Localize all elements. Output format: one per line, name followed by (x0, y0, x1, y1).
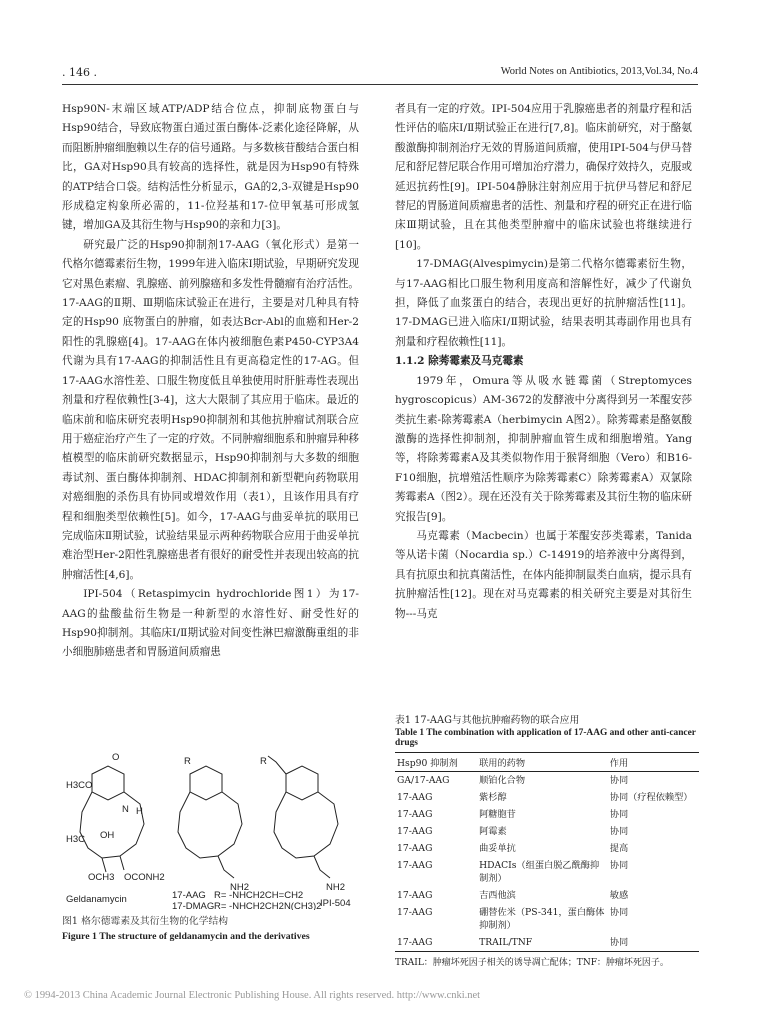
table-row (395, 840, 699, 857)
copyright-footer: © 1994-2013 China Academic Journal Electronic Publishing House. All rights reserved. http://www.cnki.net (24, 990, 481, 1001)
table-row (395, 887, 699, 904)
paragraph: 研究最广泛的Hsp90抑制剂17-AAG（氧化形式）是第一代格尔德霉素衍生物，1999年进入临床I期试验，早期研究发现它对黑色素瘤、乳腺癌、前列腺癌和多发性骨髓瘤有治疗活性。17-AAG的Ⅱ期、Ⅲ期临床试验正在进行，主要是对几种具有特定的Hsp90 底物蛋白的肿瘤，如表达Bcr-Abl的血癌和Her-2阳性的乳腺癌[4]。17-AAG在体内被细胞色素P450-CYP3A4代谢为具有17-AAG的抑制活性且有更高稳定性的17-AG。但17-AAG水溶性差、口服生物度低且单独使用时肝脏毒性表现出剂量和疗程依赖性[3-4]，这大大限制了其应用于临床。最近的临床前和临床研究表明Hsp90抑制剂和其他抗肿瘤试剂联合应用于癌症治疗产生了一定的疗效。不同肿瘤细胞系和肿瘤异种移植模型的临床前研究数据显示，Hsp90抑制剂与大多数的细胞毒试剂、蛋白酶体抑制剂、HDAC抑制剂和新型靶向药物联用对癌细胞的杀伤具有协同或增效作用（表1），且该作用具有疗程和细胞类型依赖性[5]。如今，17-AAG与曲妥单抗的联用已完成临床Ⅱ期试验，试验结果显示两种药物联合应用于曲妥单抗难治型Her-2阳性乳腺癌患者有很好的耐受性并表现出较高的抗肿瘤活性[4,6]。 (62, 238, 359, 581)
right-column (395, 100, 692, 624)
column-header: 联用的药物 (477, 753, 608, 772)
ansa-bridge (178, 792, 242, 858)
table-cell: 吉西他滨 (479, 890, 516, 901)
paragraph: IPI-504（Retaspimycin hydrochloride图1）为17-AAG的盐酸盐衍生物是一种新型的水溶性好、耐受性好的Hsp90抑制剂。其临床Ⅰ/Ⅱ期试验对间变性淋巴瘤激酶重组的非小细胞肺癌患者和胃肠道间质瘤患 (62, 588, 359, 659)
quinone-ring (92, 766, 124, 800)
label-r: R (184, 756, 191, 767)
label-oh: OH (100, 830, 115, 841)
table-cell: HDACIs（组蛋白脱乙酰酶抑制剂） (479, 860, 600, 884)
column-header: 作用 (608, 753, 699, 772)
label-geldanamycin: Geldanamycin (66, 894, 127, 905)
paragraph: 者具有一定的疗效。IPI-504应用于乳腺癌患者的剂量疗程和活性评估的临床Ⅰ/Ⅱ期试验正在进行[7,8]。临床前研究，对于酪氨酸激酶抑制剂治疗无效的胃肠道间质瘤，使用IPI-504与伊马替尼和舒尼替尼联合作用可增加治疗潜力，确保疗效持久，克服或延迟抗药性[9]。IPI-504静脉注射剂应用于抗伊马替尼和舒尼替尼的胃肠道间质瘤患者的活性、剂量和疗程的研究正在进行临床Ⅲ期试验，且在其他类型肿瘤中的临床试验也将继续进行[10]。 (395, 103, 692, 251)
table-row (395, 772, 699, 790)
table-cell: 17-AAG (397, 890, 433, 901)
quinone-ring (190, 766, 222, 800)
table-cell: 阿霉素 (479, 826, 507, 837)
table-caption-en: Table 1 The combination with application of 17-AAG and other anti-cancer drugs (395, 728, 696, 748)
table-cell: 17-AAG (397, 843, 433, 854)
label-nh2: NH2 (326, 882, 346, 893)
label-oconh2: OCONH2 (124, 872, 165, 883)
left-column (62, 100, 359, 663)
table-cell: 顺铂化合物 (479, 775, 526, 786)
label-h3co: H3CO (66, 780, 93, 791)
table-cell: GA/17-AAG (397, 775, 450, 786)
label-r: R (260, 756, 267, 767)
table-cell: 17-AAG (397, 809, 433, 820)
journal-header: World Notes on Antibiotics, 2013,Vol.34, No.4 (500, 66, 698, 77)
label-17-aag: 17-AAG (172, 890, 206, 901)
paragraph: Hsp90N-末端区域ATP/ADP结合位点，抑制底物蛋白与Hsp90结合，导致底物蛋白通过蛋白酶体-泛素化途径降解，从而阻断肿瘤细胞赖以生存的信号通路。与多数核苷酸结合蛋白相比，GA对Hsp90具有较高的选择性，就是因为Hsp90有特殊的ATP结合口袋。结构活性分析显示，GA的2,3-双键是Hsp90形成稳定构象所必需的，11-位羟基和17-位甲氧基可形成氢键，增加GA及其衍生物与Hsp90的亲和力[3]。 (62, 103, 359, 232)
table-caption-cn: 表1 17-AAG与其他抗肿瘤药物的联合应用 (395, 715, 580, 726)
table-cell: 敏感 (609, 890, 629, 901)
label-17-dmag: 17-DMAG (172, 901, 215, 910)
table-cell: TRAIL/TNF (477, 934, 608, 952)
label-17-aag-r: R= -NHCH2CH=CH2 (214, 890, 304, 901)
label-och3: OCH3 (88, 872, 115, 883)
table-cell: 提高 (609, 843, 629, 854)
ansa-bridge (80, 792, 144, 858)
figure-caption-cn: 图1 格尔德霉素及其衍生物的化学结构 (62, 916, 229, 927)
table-cell: 硼替佐米（PS-341，蛋白酶体抑制剂） (479, 907, 605, 931)
table-cell: 17-AAG (397, 826, 433, 837)
table-cell: 协同 (609, 775, 629, 786)
hydroquinone-ring (286, 766, 318, 800)
table-cell: 阿糖胞苷 (479, 809, 516, 820)
table-row (395, 934, 699, 952)
label-o: O (112, 752, 120, 763)
table-cell: 协同 (609, 809, 629, 820)
ansa-bridge (274, 792, 338, 858)
table-cell: 17-AAG (397, 860, 433, 871)
figure-1 (62, 752, 362, 952)
label-ipi-504: IPI-504 (320, 898, 351, 909)
table-cell: 协同 (609, 907, 629, 918)
table-row (395, 806, 699, 823)
paragraph: 马克霉素（Macbecin）也属于苯醌安莎类霉素，Tanida等从诺卡菌（Nocardia sp.）C-14919的培养液中分离得到，具有抗原虫和抗真菌活性，在体内能抑制鼠类白血病，提示具有抗肿瘤活性[12]。现在对马克霉素的相关研究主要是对其衍生物---马克 (395, 529, 692, 620)
label-n: N (122, 804, 129, 815)
figure-caption-en: Figure 1 The structure of geldanamycin and the derivatives (62, 931, 310, 942)
data-table (395, 752, 699, 952)
table-row (395, 823, 699, 840)
table-row (395, 789, 699, 806)
table-row (395, 857, 699, 887)
table-cell: 曲妥单抗 (479, 843, 516, 854)
table-header-row (395, 753, 699, 772)
table-cell: 协同（疗程依赖型） (609, 792, 693, 803)
table-1 (395, 712, 699, 968)
paragraph: 1979年，Omura等从吸水链霉菌（Streptomyces hygroscopicus）AM-3672的发酵液中分离得到另一苯醌安莎类抗生素-除莠霉素A（herbimycin A图2）。除莠霉素是酪氨酸激酶的选择性抑制剂，抑制肿瘤血管生成和细胞增殖。Yang等，将除莠霉素A及其类似物作用于猴肾细胞（Vero）和B16-F10细胞，抗增殖活性顺序为除莠霉素C）除莠霉素A）双氯除莠霉素A（图2）。现在还没有关于除莠霉素及其衍生物的临床研究报告[9]。 (395, 374, 692, 523)
label-h3c: H3C (66, 834, 86, 845)
table-row (395, 904, 699, 934)
paragraph: 17-DMAG(Alvespimycin)是第二代格尔德霉素衍生物，与17-AAG相比口服生物利用度高和溶解性好，减少了代谢负担，降低了血浆蛋白的结合，表现出更好的抗肿瘤活性[11]。17-DMAG已进入临床Ⅰ/Ⅱ期试验，结果表明其毒副作用也具有剂量和疗程依赖性[11]。 (395, 258, 692, 348)
table-cell: 17-AAG (395, 934, 477, 952)
page-number: . 146 . (62, 66, 97, 79)
table-note: TRAIL：肿瘤坏死因子相关的诱导凋亡配体；TNF：肿瘤坏死因子。 (395, 958, 669, 968)
label-nh2: NH2 (230, 882, 250, 893)
column-header: Hsp90 抑制剂 (395, 753, 477, 772)
label-h: H (136, 806, 143, 817)
chemical-structures (62, 752, 362, 910)
section-heading: 1.1.2 除莠霉素及马克霉素 (395, 355, 524, 368)
table-cell: 协同 (608, 934, 699, 952)
table-cell: 协同 (609, 860, 629, 871)
table-cell: 紫杉醇 (479, 792, 507, 803)
table-cell: 17-AAG (397, 907, 433, 918)
label-17-dmag-r: R= -NHCH2CH2N(CH3)2 (214, 901, 322, 910)
table-cell: 17-AAG (397, 792, 433, 803)
table-cell: 协同 (609, 826, 629, 837)
header-rule (62, 84, 698, 85)
